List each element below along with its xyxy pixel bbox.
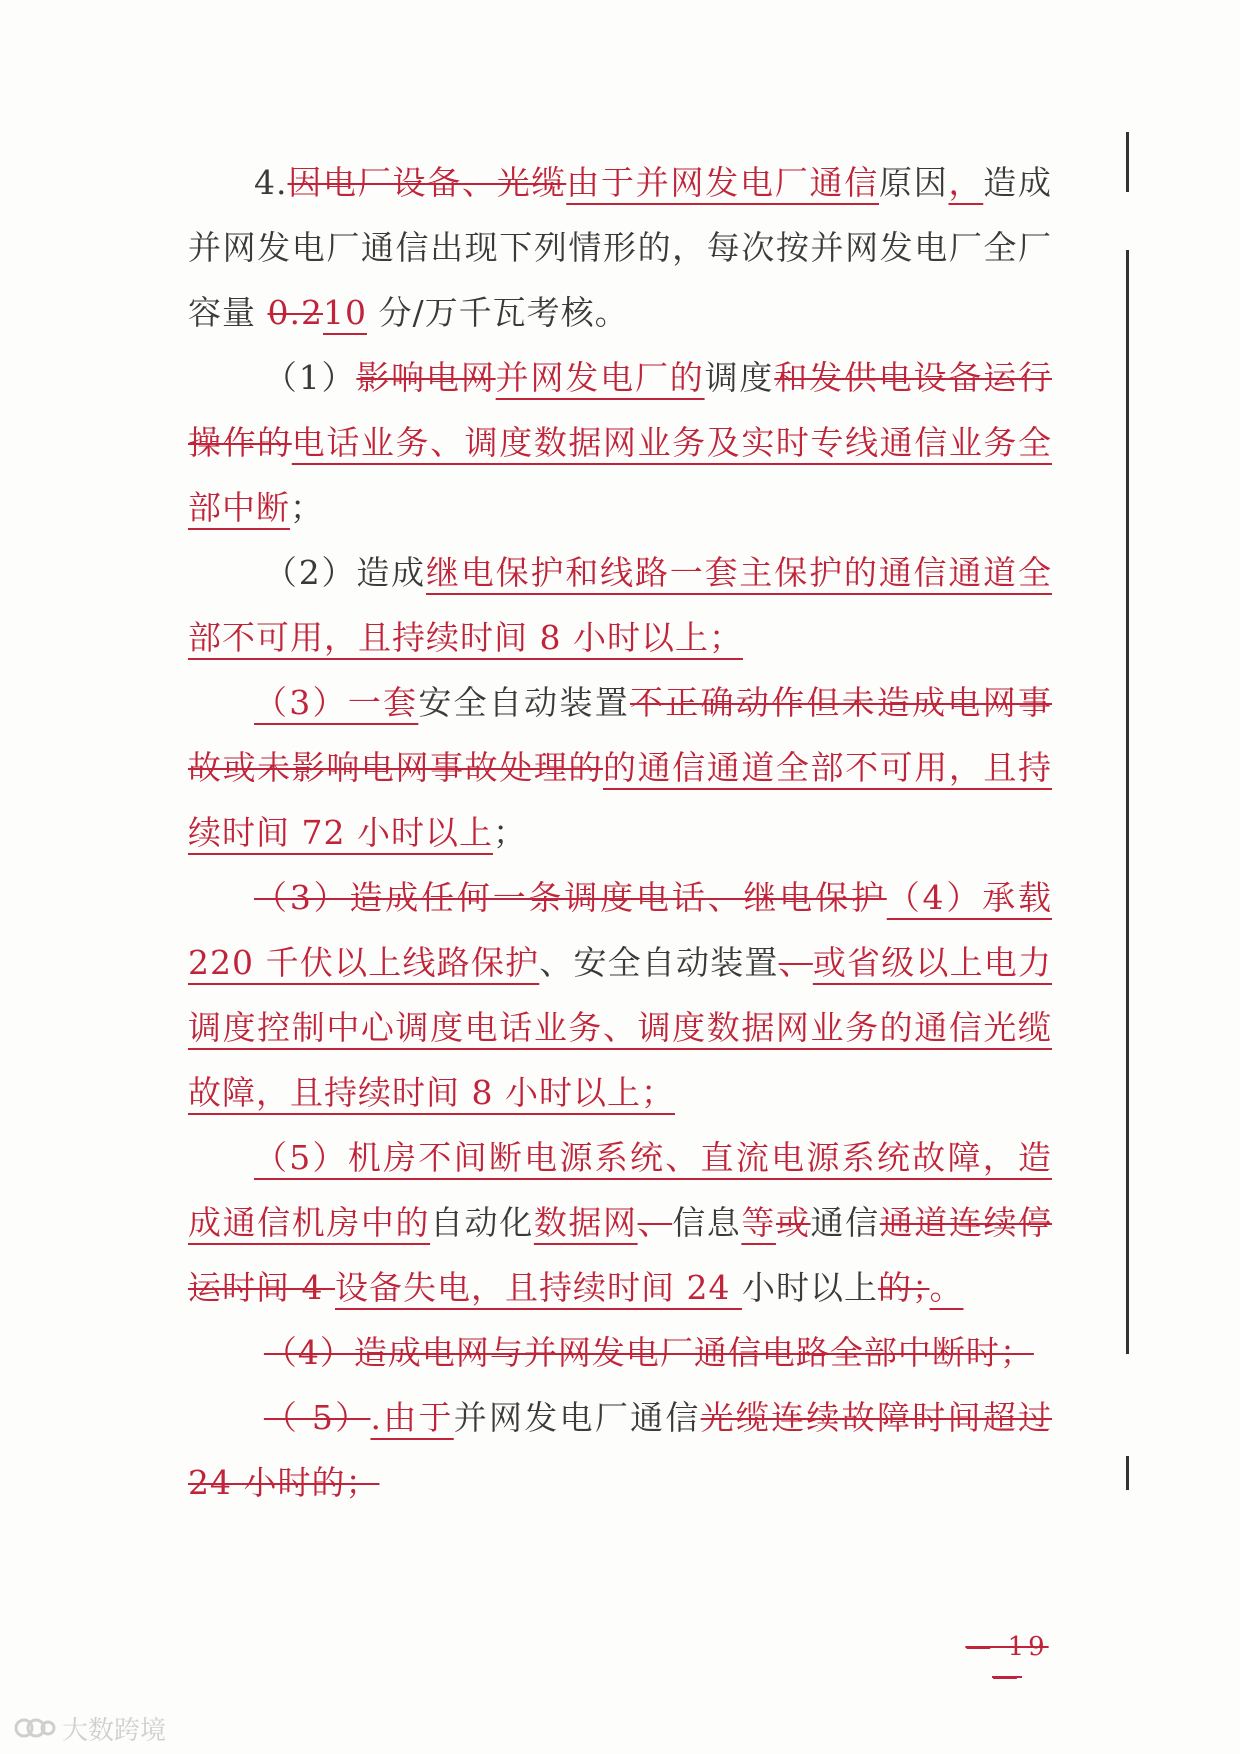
body-text-run: ；: [492, 813, 527, 852]
paragraph-p4-5: [188, 1125, 1052, 1320]
body-text-run: 造成并网发电厂通信出现下列情形的，每次按并网发电厂全厂容量: [188, 163, 1052, 332]
paragraph-p4: [188, 150, 1052, 345]
paragraph-p4-2: [188, 540, 1052, 670]
body-text-run: （2）造成: [263, 553, 427, 592]
change-bar: [1126, 250, 1129, 1354]
inserted-text: 或省级以上电力调度控制中心调度电话业务、调度数据网业务的通信光缆故障，且持续时间 8 小时以上；: [188, 943, 1053, 1112]
paragraph-p4-5old: [188, 1385, 1052, 1515]
body-text-run: 自动化: [430, 1203, 534, 1242]
inserted-text: 继电保护和线路一套主保护的通信通道全部不可用，且持续时间 8 小时以上；: [188, 553, 1053, 657]
inserted-text: .由于: [370, 1398, 454, 1437]
watermark: [14, 1712, 166, 1744]
deleted-text: （3）造成任何一条调度电话、继电保护: [254, 878, 887, 917]
deleted-text: 不正确动作但未造成电网事故或未影响电网事故处理的: [188, 683, 1053, 787]
deleted-text: 、: [778, 943, 813, 982]
deleted-text: 的；: [877, 1268, 930, 1307]
body-text-run: 原因: [879, 163, 949, 202]
deleted-text: 影响电网: [356, 358, 496, 397]
change-bar: [1126, 1456, 1129, 1490]
inserted-text: 10: [322, 293, 367, 332]
deleted-text: 、: [637, 1203, 673, 1242]
watermark-text: 大数跨境: [62, 1715, 167, 1746]
inserted-text: 等: [741, 1203, 776, 1242]
change-bar: [1126, 132, 1129, 192]
body-text-run: 分/万千瓦考核。: [366, 293, 629, 332]
document-body: [188, 150, 1052, 1515]
body-text-run: （1）: [263, 358, 357, 397]
inserted-text: 电话业务、调度数据网业务及实时专线通信业务全部中断: [188, 423, 1052, 527]
body-text-run: 通信: [810, 1203, 880, 1242]
paragraph-p4-4old: [188, 1320, 1052, 1385]
inserted-text: 数据网: [533, 1203, 638, 1242]
body-text-run: 并网发电厂通信: [453, 1398, 701, 1437]
body-text-run: ；: [290, 488, 324, 527]
inserted-text: 的通信通道全部不可用，且持续时间 72 小时以上: [188, 748, 1053, 852]
paragraph-p4-3: [188, 670, 1052, 865]
paragraph-p4-3b: [188, 865, 1052, 1125]
paragraph-p4-1: [188, 345, 1052, 540]
deleted-text: （4）造成电网与并网发电厂通信电路全部中断时；: [263, 1333, 1034, 1372]
inserted-text: 由于并网发电厂通信: [566, 163, 879, 202]
body-text-run: 信息: [672, 1203, 742, 1242]
inserted-text: 设备失电，且持续时间 24: [334, 1268, 742, 1307]
body-text-run: 小时以上: [741, 1268, 878, 1307]
inserted-text: 并网发电厂的: [495, 358, 705, 397]
inserted-text: （5）机房不间断电源系统、直流电源系统故障，造成通信机房中的: [188, 1138, 1052, 1242]
body-text-run: 4.: [254, 163, 288, 202]
deleted-text: 通道连续停运时间 4: [188, 1203, 1053, 1307]
page-number: — 19 —: [965, 1632, 1049, 1692]
deleted-text: 和发供电设备运行操作的: [188, 358, 1053, 462]
deleted-text: 因电厂设备、光缆: [287, 163, 567, 202]
body-text-run: 调度: [704, 358, 775, 397]
deleted-text: 或: [775, 1203, 811, 1242]
deleted-text: （ 5）: [263, 1398, 371, 1437]
inserted-text: （3）一套: [254, 683, 419, 722]
deleted-text: 0.2: [267, 293, 323, 332]
inserted-text: 。: [929, 1268, 964, 1307]
body-text-run: 、安全自动装置: [539, 943, 779, 982]
inserted-text: （4）承载 220 千伏以上线路保护: [188, 878, 1053, 982]
body-text-run: 安全自动装置: [418, 683, 630, 722]
inserted-text: ，: [948, 163, 984, 202]
watermark-logo-icon: [14, 1714, 56, 1742]
deleted-text: 光缆连续故障时间超过 24 小时的；: [188, 1398, 1052, 1502]
